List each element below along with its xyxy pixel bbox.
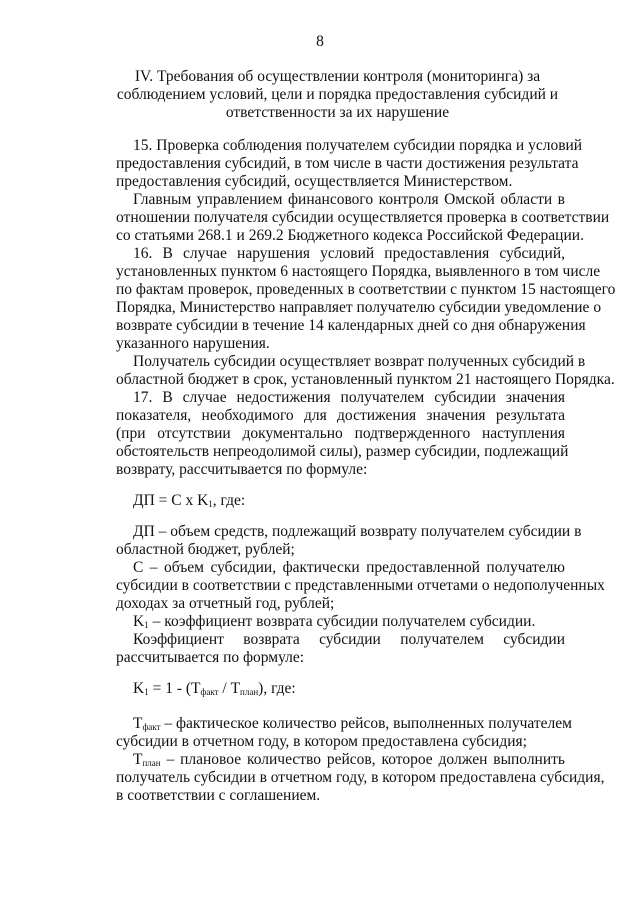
definition-dp-line: областной бюджет, рублей; (116, 541, 295, 558)
paragraph-16-line: установленных пунктом 6 настоящего Порядка, выявленного в том числе (116, 263, 601, 280)
paragraph-control-line: со статьями 268.1 и 269.2 Бюджетного кодекса Российской Федерации. (116, 227, 584, 244)
formula-text: K (133, 680, 145, 697)
formula-text: / T (218, 680, 241, 697)
definition-c-line: доходах за отчетный год, рублей; (116, 595, 335, 612)
formula-subscript: план (240, 687, 259, 697)
page-number: 8 (316, 33, 324, 50)
definition-tplan-line: в соответствии с соглашением. (116, 787, 321, 804)
definition-subscript: 1 (144, 620, 149, 630)
definition-text: – плановое количество рейсов, которое должен выполнить (160, 751, 565, 768)
section-heading (110, 68, 565, 122)
paragraph-15-line: 15. Проверка соблюдения получателем субсидии порядка и условий (133, 137, 583, 154)
coefficient-intro-line: Коэффициент возврата субсидии получателем субсидии (133, 631, 565, 648)
paragraph-16-line: возврате субсидии в течение 14 календарных дней со дня обнаружения (116, 317, 586, 334)
definition-text: – коэффициент возврата субсидии получателем субсидии. (148, 613, 536, 630)
heading-line: соблюдением условий, цели и порядка предоставления субсидий и (116, 86, 559, 103)
coefficient-intro-line: рассчитывается по формуле: (116, 649, 305, 666)
paragraph-16-line: указанного нарушения. (116, 335, 270, 352)
formula-subscript: 1 (208, 499, 213, 509)
paragraph-16-line: по фактам проверок, проведенных в соответствии с пунктом 15 настоящего (116, 281, 616, 298)
formula-text: ДП = С х K (133, 492, 209, 509)
formula-subscript: 1 (144, 687, 149, 697)
formula-text: ), где: (258, 680, 296, 697)
definition-tplan-line (133, 751, 565, 769)
definition-c-line: С – объем субсидии, фактически предоставленной получателю (133, 559, 565, 576)
paragraph-return-line: областной бюджет в срок, установленный пунктом 21 настоящего Порядка. (116, 371, 615, 388)
paragraph-17-line: (при отсутствии документально подтвержденного наступления (116, 425, 565, 442)
paragraph-return-line: Получатель субсидии осуществляет возврат полученных субсидий в (133, 353, 586, 370)
definition-tplan-line: получатель субсидии в отчетном году, в котором предоставлена субсидия, (116, 769, 605, 786)
definition-text: Т (133, 751, 143, 768)
paragraph-17-line: обстоятельств непреодолимой силы), размер субсидии, подлежащий (116, 443, 569, 460)
formula-subscript: факт (200, 687, 219, 697)
heading-line: IV. Требования об осуществлении контроля (мониторинга) за (134, 68, 541, 85)
definition-dp-line: ДП – объем средств, подлежащий возврату получателем субсидии в (133, 523, 582, 540)
paragraph-17-line: возврату, рассчитывается по формуле: (116, 461, 368, 478)
definition-tfact-line: субсидии в отчетном году, в котором предоставлена субсидия; (116, 733, 527, 750)
definition-text: – фактическое количество рейсов, выполненных получателем (160, 715, 572, 732)
paragraph-15-line: предоставления субсидий, осуществляется Министерством. (116, 173, 513, 190)
definition-subscript: факт (142, 722, 161, 732)
definition-text: Т (133, 715, 143, 732)
formula-text: , где: (212, 492, 246, 509)
paragraph-control-line: отношении получателя субсидии осуществляется проверка в соответствии (116, 209, 610, 226)
definition-tfact-line (133, 715, 572, 733)
paragraph-17-line: показателя, необходимого для достижения значения результата (116, 407, 565, 424)
paragraph-16-line: 16. В случае нарушения условий предоставления субсидий, (133, 245, 565, 262)
paragraph-control-line: Главным управлением финансового контроля Омской области в (133, 191, 565, 208)
definition-k1 (133, 613, 565, 631)
paragraph-17-line: 17. В случае недостижения получателем субсидии значения (133, 389, 565, 406)
paragraph-16-line: Порядка, Министерство направляет получателю субсидии уведомление о (116, 299, 602, 316)
definition-c-line: субсидии в соответствии с представленными отчетами о недополученных (116, 577, 605, 594)
formula-text: = 1 - (T (148, 680, 201, 697)
formula-dp (133, 492, 565, 510)
definition-text: K (133, 613, 145, 630)
definition-subscript: план (142, 758, 161, 768)
heading-line: ответственности за их нарушение (225, 104, 450, 121)
formula-k1 (133, 680, 565, 698)
paragraph-15-line: предоставления субсидий, в том числе в части достижения результата (116, 155, 579, 172)
